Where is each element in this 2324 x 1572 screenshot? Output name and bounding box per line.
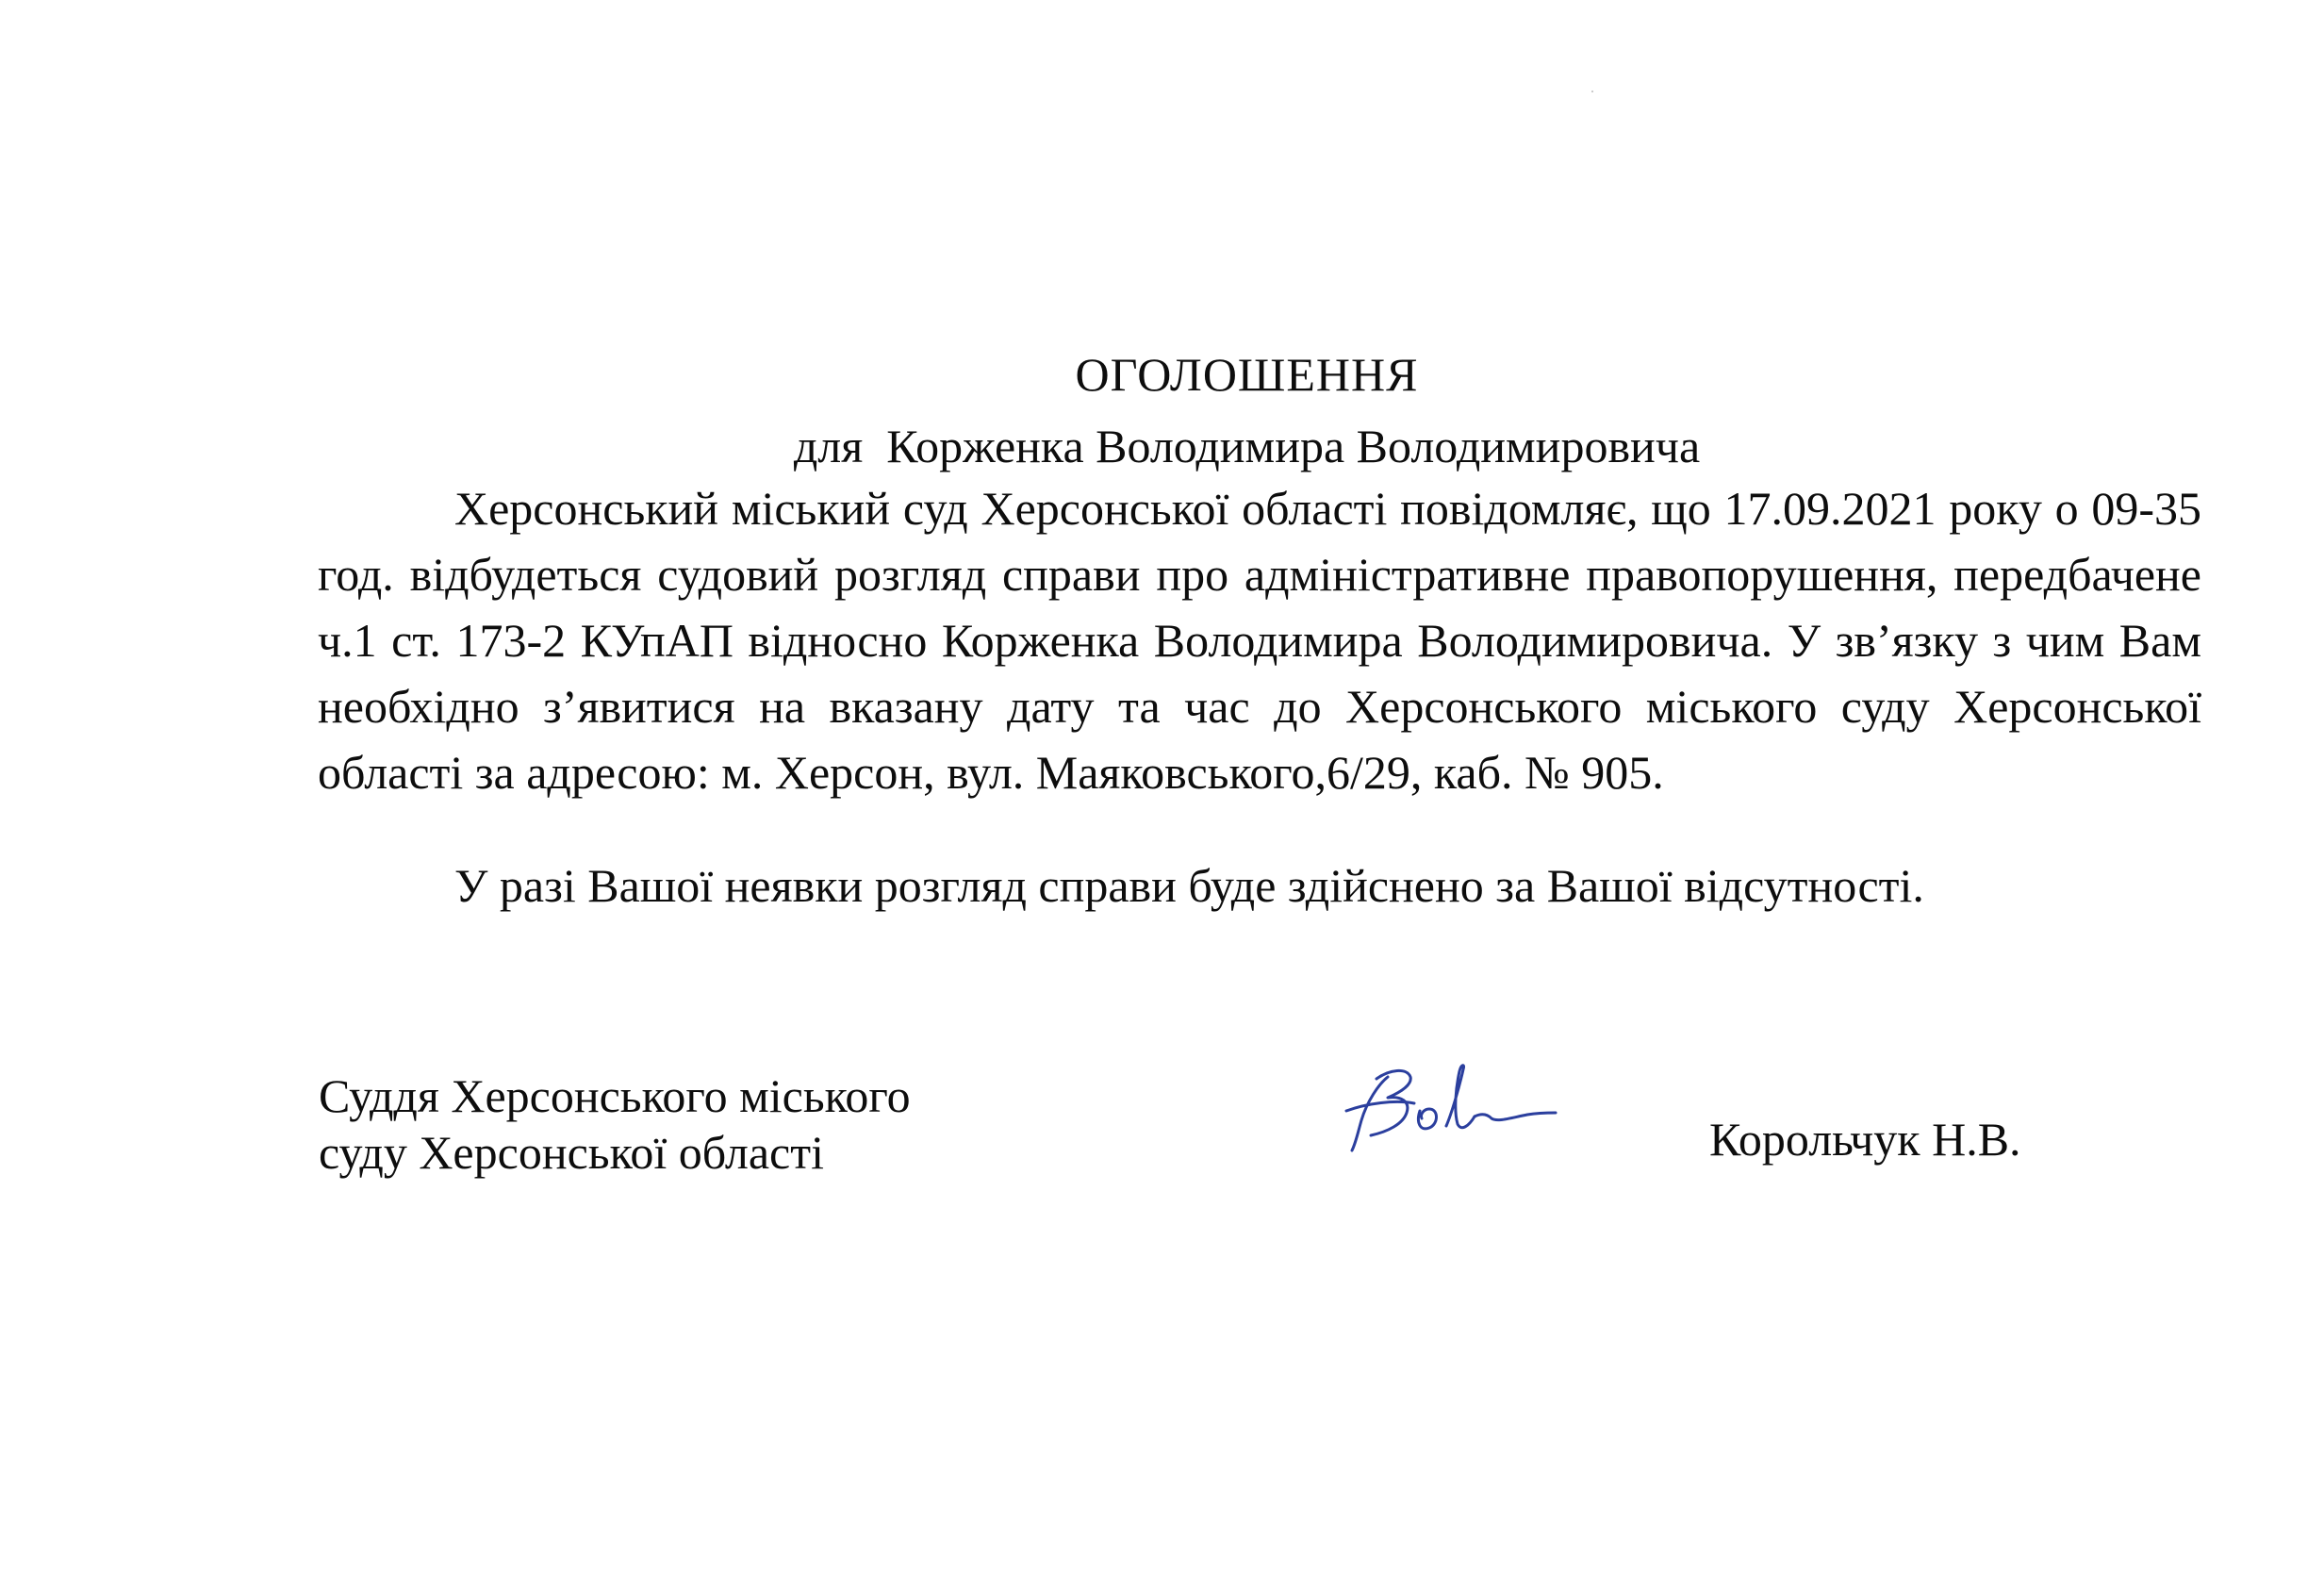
- document-title: ОГОЛОШЕННЯ: [1075, 348, 1419, 401]
- absence-notice-paragraph: У разі Вашої неявки розгляд справи буде здійснено за Вашої відсутності.: [454, 859, 1924, 912]
- handwritten-signature-icon: [1329, 1056, 1560, 1160]
- signer-position: [319, 1067, 911, 1181]
- notice-paragraph: Херсонський міський суд Херсонської області повідомляє, що 17.09.2021 року о 09-35 год. відбудеться судовий розгляд справи про адміністративне правопорушення, передбачене ч.1 ст. 173-2 КУпАП відносно Корженка Володимира Володимировича. У зв’язку з чим Вам необхідно з’явитися на вказану дату та час до Херсонського міського суду Херсонської області за адресою: м. Херсон, вул. Маяковського,6/29, каб. № 905.: [318, 482, 2201, 799]
- addressee-line: для Корженка Володимира Володимировича: [793, 420, 1701, 472]
- scan-speck: [1591, 91, 1593, 92]
- signer-name: Корольчук Н.В.: [1709, 1113, 2021, 1166]
- signer-position-line-2: суду Херсонської області: [319, 1126, 824, 1179]
- signer-position-line-1: Суддя Херсонського міського: [319, 1069, 911, 1122]
